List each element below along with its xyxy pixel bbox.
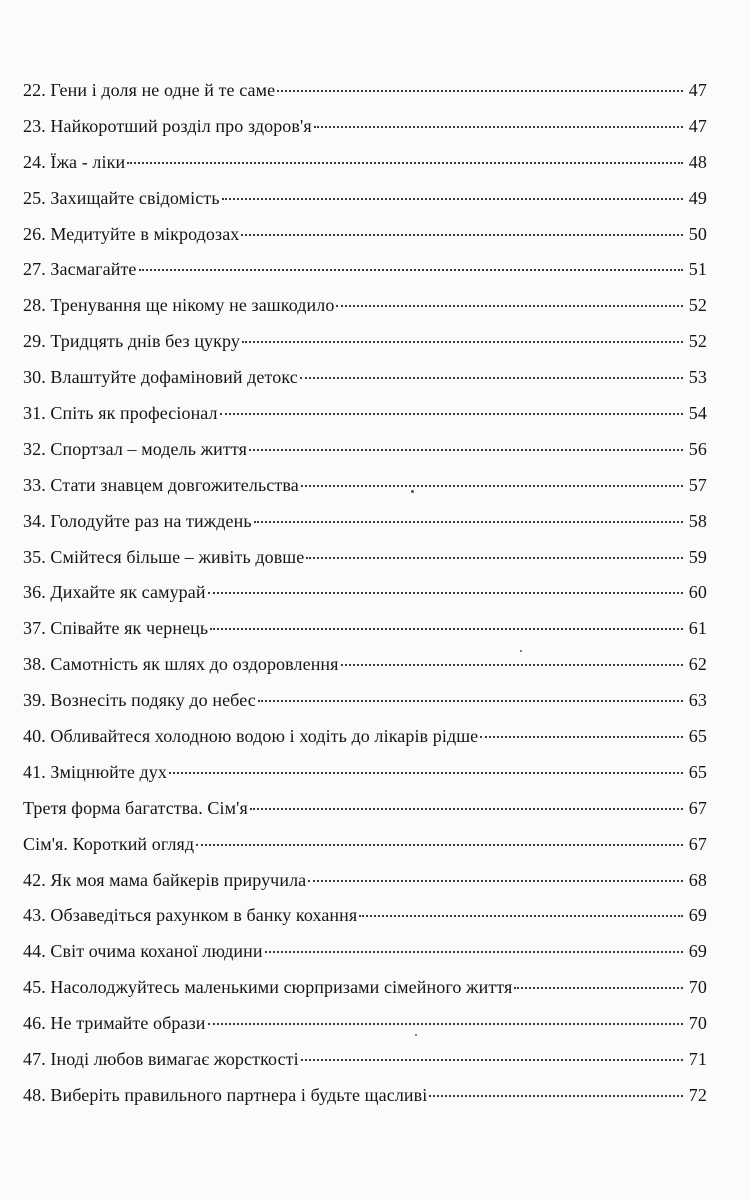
toc-entry-title: 43. Обзаведіться рахунком в банку кохання — [23, 905, 358, 926]
toc-entry — [23, 977, 707, 1013]
toc-entry — [23, 331, 707, 367]
dot-leader — [254, 521, 683, 523]
print-speck — [411, 490, 414, 493]
toc-entry — [23, 1013, 707, 1049]
toc-entry-title: 26. Медитуйте в мікродозах — [23, 223, 240, 244]
dot-leader — [265, 951, 683, 953]
toc-entry-page-number: 67 — [688, 797, 707, 818]
toc-entry-page-number: 59 — [688, 546, 707, 567]
toc-entry-title: 30. Влаштуйте дофаміновий детокс — [23, 367, 298, 388]
toc-entry-page-number: 72 — [688, 1084, 707, 1105]
toc-entry-title: 48. Виберіть правильного партнера і будьте щасливі — [23, 1084, 428, 1105]
toc-entry-title: 38. Самотність як шлях до оздоровлення — [23, 654, 339, 675]
toc-entry-title: 22. Гени і доля не одне й те саме — [23, 80, 276, 100]
toc-entry-title: 28. Тренування ще нікому не зашкодило — [23, 295, 335, 316]
dot-leader — [277, 90, 683, 92]
toc-entry-page-number: 70 — [688, 977, 707, 998]
toc-entry-title: Третя форма багатства. Сім'я — [23, 797, 248, 818]
toc-entry — [23, 654, 707, 690]
dot-leader — [250, 808, 683, 810]
toc-entry — [23, 870, 707, 906]
toc-entry-page-number: 60 — [688, 582, 707, 603]
dot-leader — [336, 305, 683, 307]
toc-entry-page-number: 62 — [688, 654, 707, 675]
dot-leader — [258, 700, 683, 702]
toc-entry-title: 45. Насолоджуйтесь маленькими сюрпризами сімейного життя — [23, 977, 513, 998]
dot-leader — [301, 1059, 683, 1061]
dot-leader — [308, 880, 683, 882]
toc-entry-page-number: 47 — [688, 80, 707, 100]
toc-entry-title: 36. Дихайте як самурай — [23, 582, 206, 603]
toc-entry-title: 34. Голодуйте раз на тиждень — [23, 510, 252, 531]
toc-entry-page-number: 49 — [688, 187, 707, 208]
toc-entry-title: 24. Їжа - ліки — [23, 151, 126, 172]
toc-entry — [23, 475, 707, 511]
dot-leader — [300, 377, 683, 379]
toc-entry-page-number: 58 — [688, 510, 707, 531]
toc-entry — [23, 798, 707, 834]
print-speck — [415, 1034, 417, 1036]
toc-entry — [23, 116, 707, 152]
dot-leader — [220, 413, 683, 415]
toc-entry-page-number: 52 — [688, 295, 707, 316]
toc-entry-title: 39. Вознесіть подяку до небес — [23, 690, 256, 711]
toc-entry-page-number: 53 — [688, 367, 707, 388]
toc-entry — [23, 690, 707, 726]
table-of-contents — [23, 80, 707, 1121]
dot-leader — [208, 1023, 683, 1025]
dot-leader — [341, 664, 683, 666]
dot-leader — [242, 341, 683, 343]
toc-entry-page-number: 61 — [688, 618, 707, 639]
toc-entry — [23, 80, 707, 116]
toc-entry-title: 40. Обливайтеся холодною водою і ходіть до лікарів рідше — [23, 726, 479, 747]
toc-entry-title: 27. Засмагайте — [23, 259, 137, 280]
toc-entry — [23, 905, 707, 941]
toc-entry-page-number: 63 — [688, 690, 707, 711]
toc-entry-title: 47. Іноді любов вимагає жорсткості — [23, 1049, 299, 1070]
dot-leader — [139, 269, 683, 271]
toc-entry-page-number: 70 — [688, 1013, 707, 1034]
dot-leader — [429, 1095, 683, 1097]
dot-leader — [314, 126, 683, 128]
toc-entry — [23, 1085, 707, 1121]
toc-entry — [23, 726, 707, 762]
toc-entry — [23, 259, 707, 295]
toc-entry-title: Сім'я. Короткий огляд — [23, 833, 195, 854]
toc-entry-page-number: 50 — [688, 223, 707, 244]
toc-entry-title: 35. Смійтеся більше – живіть довше — [23, 546, 305, 567]
toc-entry-title: 41. Зміцнюйте дух — [23, 761, 167, 782]
toc-entry-title: 42. Як моя мама байкерів приручила — [23, 869, 307, 890]
dot-leader — [208, 592, 683, 594]
toc-entry — [23, 582, 707, 618]
toc-entry-title: 31. Спіть як професіонал — [23, 403, 218, 424]
toc-entry — [23, 188, 707, 224]
toc-entry-page-number: 67 — [688, 833, 707, 854]
toc-entry — [23, 367, 707, 403]
toc-entry — [23, 224, 707, 260]
toc-entry — [23, 941, 707, 977]
toc-entry — [23, 1049, 707, 1085]
toc-entry-page-number: 52 — [688, 331, 707, 352]
toc-entry-title: 32. Спортзал – модель життя — [23, 438, 247, 459]
toc-entry-title: 29. Тридцять днів без цукру — [23, 331, 240, 352]
toc-entry — [23, 403, 707, 439]
dot-leader — [222, 198, 683, 200]
toc-entry-page-number: 65 — [688, 761, 707, 782]
toc-entry-page-number: 69 — [688, 941, 707, 962]
toc-entry-title: 37. Співайте як чернець — [23, 618, 209, 639]
dot-leader — [241, 234, 683, 236]
toc-entry-title: 44. Світ очима коханої людини — [23, 941, 263, 962]
dot-leader — [301, 485, 683, 487]
toc-entry — [23, 618, 707, 654]
dot-leader — [249, 449, 683, 451]
toc-entry-page-number: 71 — [688, 1049, 707, 1070]
print-speck — [520, 650, 522, 652]
toc-entry — [23, 834, 707, 870]
toc-entry-page-number: 68 — [688, 869, 707, 890]
dot-leader — [127, 162, 683, 164]
toc-entry-page-number: 47 — [688, 115, 707, 136]
toc-entry-page-number: 48 — [688, 151, 707, 172]
toc-entry-title: 23. Найкоротший розділ про здоров'я — [23, 115, 312, 136]
toc-entry — [23, 295, 707, 331]
toc-entry — [23, 439, 707, 475]
dot-leader — [359, 915, 683, 917]
toc-entry-page-number: 51 — [688, 259, 707, 280]
dot-leader — [196, 844, 683, 846]
toc-entry — [23, 511, 707, 547]
toc-entry — [23, 547, 707, 583]
toc-entry-title: 33. Стати знавцем довгожительства — [23, 474, 299, 495]
dot-leader — [514, 987, 683, 989]
dot-leader — [480, 736, 683, 738]
toc-entry-page-number: 54 — [688, 403, 707, 424]
toc-entry — [23, 152, 707, 188]
dot-leader — [210, 628, 683, 630]
toc-entry-page-number: 56 — [688, 438, 707, 459]
toc-entry — [23, 762, 707, 798]
toc-entry-page-number: 69 — [688, 905, 707, 926]
toc-entry-page-number: 57 — [688, 474, 707, 495]
toc-entry-page-number: 65 — [688, 726, 707, 747]
toc-entry-title: 46. Не тримайте образи — [23, 1013, 206, 1034]
dot-leader — [306, 557, 683, 559]
dot-leader — [169, 772, 683, 774]
toc-entry-title: 25. Захищайте свідомість — [23, 187, 220, 208]
